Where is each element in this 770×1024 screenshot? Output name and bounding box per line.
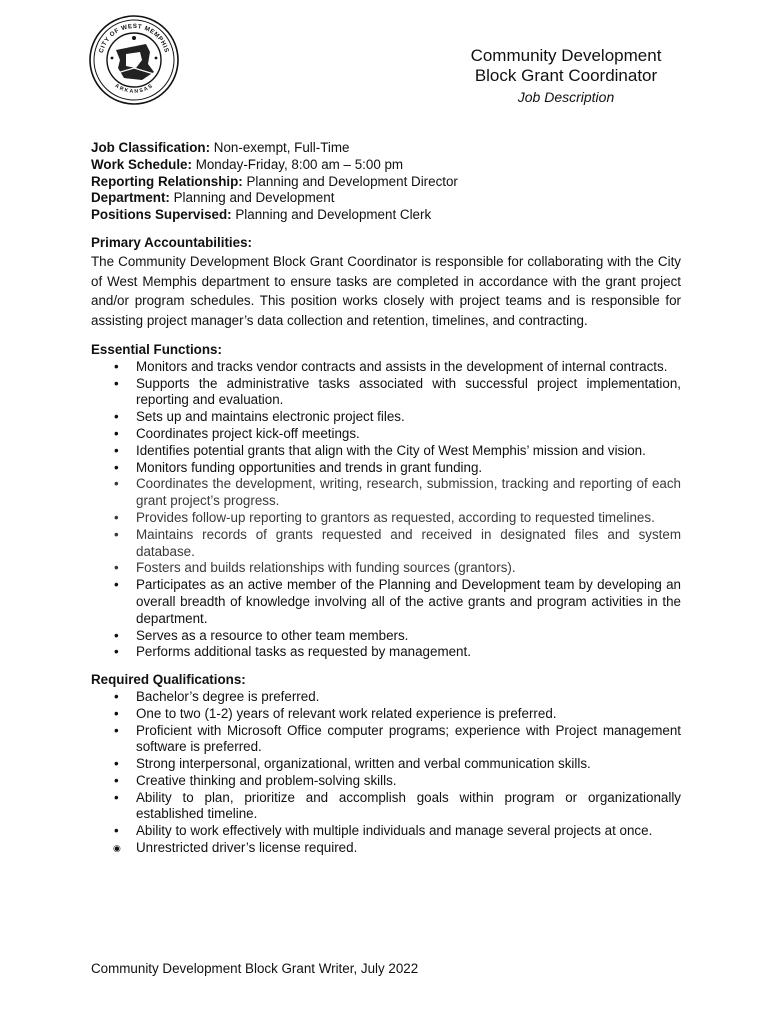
essential-functions-list xyxy=(91,359,681,661)
detail-row xyxy=(91,190,681,207)
page-footer: Community Development Block Grant Writer, July 2022 xyxy=(91,961,419,976)
list-item: • Performs additional tasks as requested by management. xyxy=(136,644,681,661)
detail-row xyxy=(91,157,681,174)
list-item: • Monitors funding opportunities and trends in grant funding. xyxy=(136,460,681,477)
detail-value: Non-exempt, Full-Time xyxy=(213,140,350,155)
detail-label: Reporting Relationship: xyxy=(91,173,243,189)
list-item: • Monitors and tracks vendor contracts and assists in the development of internal contracts. xyxy=(136,359,681,376)
list-item: • One to two (1-2) years of relevant work related experience is preferred. xyxy=(136,706,681,723)
qualifications-list xyxy=(91,689,681,857)
section-heading: Primary Accountabilities: xyxy=(91,234,252,250)
document-title xyxy=(430,46,702,107)
detail-value: Planning and Development Clerk xyxy=(235,207,432,223)
list-item: • Ability to plan, prioritize and accomplish goals within program or organizationally established timeline. xyxy=(136,790,681,824)
list-item: • Creative thinking and problem-solving skills. xyxy=(136,773,681,790)
job-details xyxy=(91,140,681,224)
list-item: • Coordinates project kick-off meetings. xyxy=(136,426,681,443)
essential-functions-section xyxy=(91,342,681,661)
detail-label: Job Classification: xyxy=(91,140,211,155)
list-item: • Provides follow-up reporting to grantors as requested, according to requested timelines. xyxy=(136,510,681,527)
list-item: • Coordinates the development, writing, research, submission, tracking and reporting of each grant project’s progress. xyxy=(136,476,681,510)
detail-value: Planning and Development Director xyxy=(246,173,458,189)
list-item: • Proficient with Microsoft Office computer programs; experience with Project management software is preferred. xyxy=(136,723,681,757)
document-body xyxy=(91,140,681,857)
detail-label: Work Schedule: xyxy=(91,156,192,172)
detail-row xyxy=(91,140,681,157)
list-item: • Fosters and builds relationships with funding sources (grantors). xyxy=(136,560,681,577)
required-qualifications-section xyxy=(91,672,681,857)
primary-accountabilities-section xyxy=(91,235,681,331)
city-seal-logo xyxy=(88,14,180,106)
detail-label: Positions Supervised: xyxy=(91,207,232,223)
detail-value: Planning and Development xyxy=(173,190,335,206)
list-item: • Sets up and maintains electronic project files. xyxy=(136,409,681,426)
section-heading: Essential Functions: xyxy=(91,341,222,357)
list-item: • Serves as a resource to other team members. xyxy=(136,628,681,645)
list-item: • Ability to work effectively with multiple individuals and manage several projects at once. xyxy=(136,823,681,840)
list-item: • Maintains records of grants requested and received in designated files and system database. xyxy=(136,527,681,561)
list-item: ◉ Unrestricted driver’s license required. xyxy=(136,840,681,857)
list-item: • Participates as an active member of the Planning and Development team by developing an overall breadth of knowledge involving all of the active grants and program activities in the department. xyxy=(136,577,681,627)
title-line-1: Community Development xyxy=(470,46,662,65)
svg-text:CITY OF WEST MEMPHIS: CITY OF WEST MEMPHIS xyxy=(97,22,171,54)
list-item: • Supports the administrative tasks associated with successful project implementation, reporting and evaluation. xyxy=(136,376,681,410)
detail-row xyxy=(91,207,681,224)
section-heading: Required Qualifications: xyxy=(91,672,246,688)
list-item: • Bachelor’s degree is preferred. xyxy=(136,689,681,706)
detail-row xyxy=(91,174,681,191)
svg-text:ARKANSAS: ARKANSAS xyxy=(113,82,155,95)
list-item: • Identifies potential grants that align with the City of West Memphis’ mission and vision. xyxy=(136,443,681,460)
primary-accountabilities-text: The Community Development Block Grant Coordinator is responsible for collaborating with the City of West Memphis department to ensure tasks are completed in accordance with the grant project and/or program schedules. This position works closely with project teams and is responsible for assisting project manager’s data collection and retention, timelines, and contracting. xyxy=(91,253,681,329)
detail-label: Department: xyxy=(91,190,170,206)
detail-value: Monday-Friday, 8:00 am – 5:00 pm xyxy=(195,156,404,172)
list-item: • Strong interpersonal, organizational, written and verbal communication skills. xyxy=(136,756,681,773)
title-line-2: Block Grant Coordinator xyxy=(474,66,658,85)
document-subtitle: Job Description xyxy=(517,89,615,105)
